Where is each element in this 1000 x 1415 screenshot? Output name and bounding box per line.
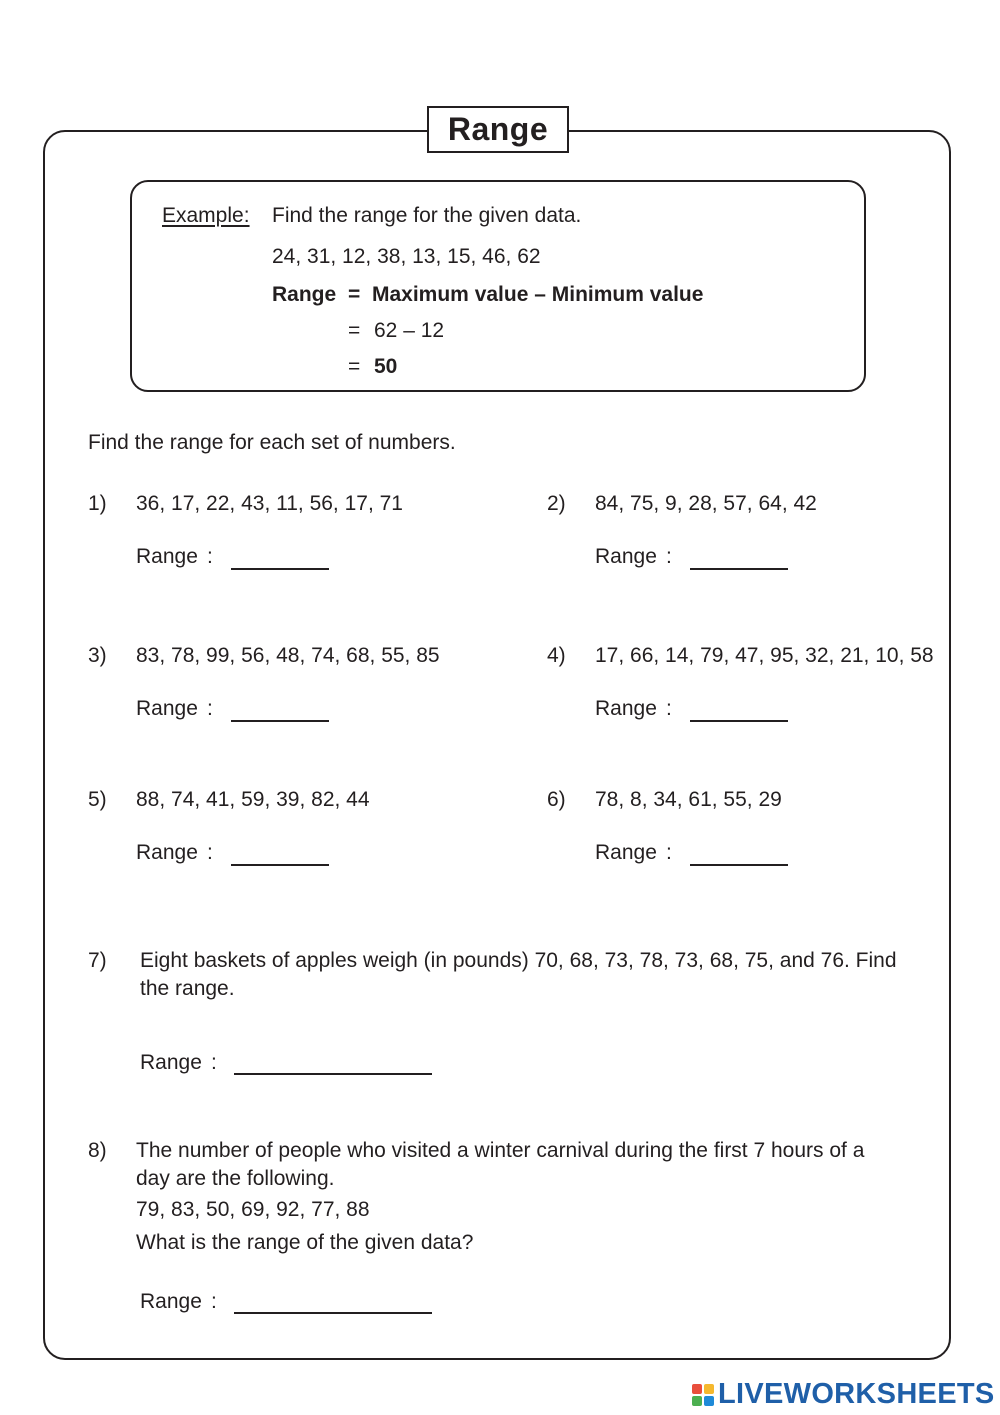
answer-label: Range [595, 697, 657, 720]
formula-equals: = [348, 283, 361, 306]
answer-blank[interactable] [234, 1073, 432, 1075]
answer-label: Range [595, 545, 657, 568]
answer-colon: : [211, 1051, 217, 1074]
answer-blank[interactable] [690, 568, 788, 570]
problem-data: 78, 8, 34, 61, 55, 29 [595, 788, 782, 811]
formula-text: Maximum value – Minimum value [372, 283, 704, 306]
answer-label: Range [140, 1051, 202, 1074]
problem-text-line: Eight baskets of apples weigh (in pounds) 70, 68, 73, 78, 73, 68, 75, and 76. Find [140, 949, 897, 972]
problem-text-line: The number of people who visited a winter carnival during the first 7 hours of a [136, 1139, 865, 1162]
worksheet-title: Range [427, 106, 569, 153]
answer-label: Range [595, 841, 657, 864]
problem-number: 6) [547, 788, 566, 811]
answer-colon: : [211, 1290, 217, 1313]
problem-number: 1) [88, 492, 107, 515]
answer-blank[interactable] [690, 720, 788, 722]
answer-label: Range [136, 841, 198, 864]
problem-number: 5) [88, 788, 107, 811]
problem-data: 36, 17, 22, 43, 11, 56, 17, 71 [136, 492, 403, 515]
answer-blank[interactable] [690, 864, 788, 866]
problem-data: 83, 78, 99, 56, 48, 74, 68, 55, 85 [136, 644, 440, 667]
problem-data: 17, 66, 14, 79, 47, 95, 32, 21, 10, 58 [595, 644, 934, 667]
problem-data: 79, 83, 50, 69, 92, 77, 88 [136, 1198, 370, 1221]
problem-number: 2) [547, 492, 566, 515]
example-step: 62 – 12 [374, 319, 445, 342]
answer-blank[interactable] [231, 568, 329, 570]
problem-number: 3) [88, 644, 107, 667]
answer-blank[interactable] [234, 1312, 432, 1314]
answer-colon: : [207, 841, 213, 864]
problem-question: What is the range of the given data? [136, 1231, 474, 1254]
answer-colon: : [666, 545, 672, 568]
answer-colon: : [666, 697, 672, 720]
example-result: 50 [374, 355, 398, 378]
answer-blank[interactable] [231, 864, 329, 866]
formula-label: Range [272, 283, 337, 306]
liveworksheets-logo[interactable] [692, 1378, 995, 1411]
problem-text-line: day are the following. [136, 1167, 335, 1190]
step-equals: = [348, 319, 361, 342]
problem-number: 8) [88, 1139, 107, 1162]
problem-data: 88, 74, 41, 59, 39, 82, 44 [136, 788, 370, 811]
answer-label: Range [136, 697, 198, 720]
liveworksheets-logo-icon [692, 1384, 714, 1406]
instructions: Find the range for each set of numbers. [88, 431, 456, 454]
answer-colon: : [207, 545, 213, 568]
answer-blank[interactable] [231, 720, 329, 722]
example-label: Example: [162, 204, 250, 227]
problem-data: 84, 75, 9, 28, 57, 64, 42 [595, 492, 817, 515]
problem-number: 4) [547, 644, 566, 667]
example-data: 24, 31, 12, 38, 13, 15, 46, 62 [272, 245, 541, 268]
liveworksheets-logo-text: LIVEWORKSHEETS [718, 1378, 995, 1410]
answer-colon: : [666, 841, 672, 864]
problem-text-line: the range. [140, 977, 235, 1000]
result-equals: = [348, 355, 361, 378]
answer-colon: : [207, 697, 213, 720]
answer-label: Range [140, 1290, 202, 1313]
answer-label: Range [136, 545, 198, 568]
example-prompt: Find the range for the given data. [272, 204, 582, 227]
problem-number: 7) [88, 949, 107, 972]
